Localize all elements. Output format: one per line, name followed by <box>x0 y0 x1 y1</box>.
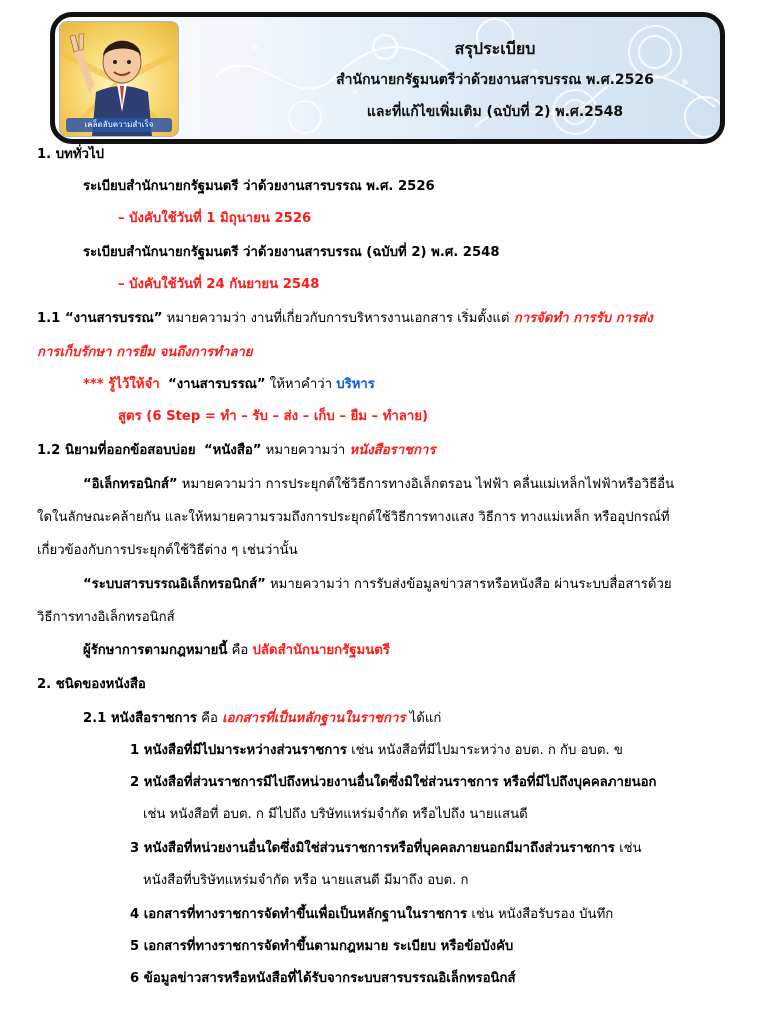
list-item <box>130 970 516 988</box>
header-banner <box>50 12 725 144</box>
tip-term: “งานสารบรรณ” <box>168 377 266 392</box>
section-1-2-heading: 1.2 นิยามที่ออกข้อสอบบ่อย <box>37 443 196 458</box>
definition-highlight: เอกสารที่เป็นหลักฐานในราชการ <box>222 711 406 726</box>
list-item-text: เช่น หนังสือที่มีไปมาระหว่าง อบต. ก กับ อบต. ข <box>346 743 623 758</box>
list-item-continuation: หนังสือที่บริษัทแหร่มจำกัด หรือ นายแสนดี มีมาถึง อบต. ก <box>143 873 469 888</box>
list-item-title: 1 หนังสือที่มีไปมาระหว่างส่วนราชการ <box>130 743 347 758</box>
logo-caption: เคล็ดลับความสำเร็จ <box>84 120 154 129</box>
definition-electronic-line-2: ใดในลักษณะคล้ายกัน และให้หมายความรวมถึงการประยุกต์ใช้วิธีการทางแสง วิธีการ ทางแม่เหล็ก หรืออุปกรณ์ที่ <box>37 510 670 525</box>
definition-text: หมายความว่า การรับส่งข้อมูลข่าวสารหรือหนังสือ ผ่านระบบสื่อสารด้วย <box>265 577 672 592</box>
keeper-label: ผู้รักษาการตามกฎหมายนี้ <box>83 643 228 658</box>
official-letter-definition <box>83 710 441 728</box>
list-item-title: 5 เอกสารที่ทางราชการจัดทำขึ้นตามกฎหมาย ระเบียบ หรือข้อบังคับ <box>130 939 514 954</box>
list-item <box>130 742 623 760</box>
list-item-continuation: เช่น หนังสือที่ อบต. ก มีไปถึง บริษัทแหร่มจำกัด หรือไปถึง นายแสนดี <box>143 807 528 822</box>
term-e-saraban: “ระบบสารบรรณอิเล็กทรอนิกส์” <box>83 577 266 592</box>
definition-end: ได้แก่ <box>405 711 442 726</box>
definition-highlight-1: การจัดทำ การรับ การส่ง <box>513 311 653 326</box>
section-1-heading: 1. บททั่วไป <box>37 147 104 162</box>
page-subtitle-2: และที่แก้ไขเพิ่มเติม (ฉบับที่ 2) พ.ศ.2548 <box>366 104 624 120</box>
keeper-text: คือ <box>227 643 253 658</box>
list-item-text: เช่น <box>614 841 642 856</box>
list-item <box>130 774 657 792</box>
list-item-title: 4 เอกสารที่ทางราชการจัดทำขึ้นเพื่อเป็นหลักฐานในราชการ <box>130 907 468 922</box>
law-keeper <box>83 642 390 660</box>
definition-electronic-line-3: เกี่ยวข้องกับการประยุกต์ใช้วิธีต่าง ๆ เช่นว่านั้น <box>37 543 298 558</box>
list-item-title: 2 หนังสือที่ส่วนราชการมีไปถึงหน่วยงานอื่นใดซึ่งมิใช่ส่วนราชการ หรือที่มีไปถึงบุคคลภายนอก <box>130 775 657 790</box>
definition-highlight-2: การเก็บรักษา การยืม จนถึงการทำลาย <box>37 345 253 360</box>
definition-text: หมายความว่า งานที่เกี่ยวกับการบริหารงานเอกสาร เริ่มตั้งแต่ <box>162 311 514 326</box>
definition-nangsue <box>37 442 436 460</box>
list-item <box>130 938 513 956</box>
list-item-title: 3 หนังสือที่หน่วยงานอื่นใดซึ่งมิใช่ส่วนราชการหรือที่บุคคลภายนอกมีมาถึงส่วนราชการ <box>130 841 615 856</box>
tip-prefix: *** รู้ไว้ให้จำ <box>83 377 160 392</box>
formula: สูตร (6 Step = ทำ – รับ – ส่ง – เก็บ – ยืม – ทำลาย) <box>118 409 429 424</box>
regulation-2-date: – บังคับใช้วันที่ 24 กันยายน 2548 <box>118 277 320 292</box>
section-2-heading: 2. ชนิดของหนังสือ <box>37 677 146 692</box>
mascot-logo <box>59 21 179 137</box>
definition-text: หมายความว่า <box>261 443 350 458</box>
definition-e-saraban-line-2: วิธีการทางอิเล็กทรอนิกส์ <box>37 610 175 625</box>
definition-text: หมายความว่า การประยุกต์ใช้วิธีการทางอิเล็กตรอน ไฟฟ้า คลื่นแม่เหล็กไฟฟ้าหรือวิธีอื่น <box>177 477 675 492</box>
regulation-2: ระเบียบสำนักนายกรัฐมนตรี ว่าด้วยงานสารบรรณ (ฉบับที่ 2) พ.ศ. 2548 <box>83 245 500 260</box>
keeper-value: ปลัดสำนักนายกรัฐมนตรี <box>252 643 390 658</box>
page-title: สรุประเบียบ <box>454 39 536 58</box>
tip-keyword: บริหาร <box>336 377 375 392</box>
term-saraban: 1.1 “งานสารบรรณ” <box>37 311 163 326</box>
section-2-1-heading: 2.1 หนังสือราชการ <box>83 711 197 726</box>
regulation-1: ระเบียบสำนักนายกรัฐมนตรี ว่าด้วยงานสารบรรณ พ.ศ. 2526 <box>83 179 435 194</box>
list-item <box>130 906 613 924</box>
definition-highlight: หนังสือราชการ <box>349 443 436 458</box>
list-item <box>130 840 642 858</box>
regulation-1-date: – บังคับใช้วันที่ 1 มิถุนายน 2526 <box>118 211 312 226</box>
term-nangsue: “หนังสือ” <box>204 443 262 458</box>
definition-text: คือ <box>196 711 223 726</box>
definition-e-saraban <box>83 576 672 594</box>
memory-tip <box>83 376 375 394</box>
tip-text: ให้หาคำว่า <box>265 377 337 392</box>
term-electronic: “อิเล็กทรอนิกส์” <box>83 477 178 492</box>
page-subtitle-1: สำนักนายกรัฐมนตรีว่าด้วยงานสารบรรณ พ.ศ.2526 <box>336 72 654 88</box>
definition-electronic <box>83 476 674 494</box>
list-item-title: 6 ข้อมูลข่าวสารหรือหนังสือที่ได้รับจากระบบสารบรรณอิเล็กทรอนิกส์ <box>130 971 516 986</box>
definition-saraban <box>37 310 653 328</box>
list-item-text: เช่น หนังสือรับรอง บันทึก <box>467 907 614 922</box>
